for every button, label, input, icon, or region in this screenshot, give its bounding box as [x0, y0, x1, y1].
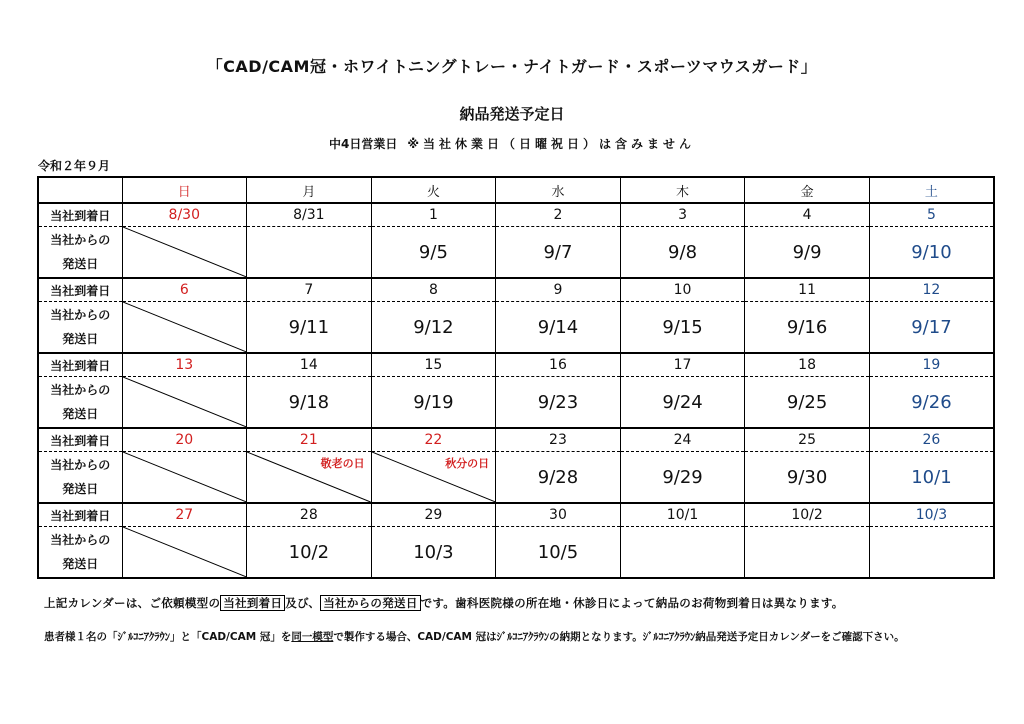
weekday-sun: 日: [122, 177, 247, 203]
no-shipment-slash: [123, 452, 247, 502]
arrival-date-wed: 23: [496, 428, 621, 452]
ship-label-line-2: 発送日: [62, 407, 99, 421]
ship-date-tue: [371, 527, 496, 579]
arrival-date-wed: 9: [496, 278, 621, 302]
arrival-date-sat: 5: [869, 203, 994, 227]
arrival-row-label: 当社到着日: [38, 353, 122, 377]
arrival-date-thu: 3: [620, 203, 745, 227]
no-shipment-slash: [123, 302, 247, 352]
weekday-thu: 木: [620, 177, 745, 203]
arrival-row-label: 当社到着日: [38, 203, 122, 227]
weekday-tue: 火: [371, 177, 496, 203]
calendar-body: [38, 203, 994, 578]
business-days-note: [0, 135, 1024, 152]
weekday-sat: 土: [869, 177, 994, 203]
arrival-date-mon: 14: [247, 353, 372, 377]
ship-date-value: 9/26: [911, 391, 952, 413]
corner-cell: [38, 177, 122, 203]
ship-row: [38, 227, 994, 279]
arrival-date-thu: 10/1: [620, 503, 745, 527]
footer-2-part-c: 、CAD/CAM 冠はｼﾞﾙｺﾆｱｸﾗｳﾝの納期となります。ｼﾞﾙｺﾆｱｸﾗｳﾝ納品発送予定日カレンダーをご確認下さい。: [406, 631, 905, 643]
footer-2-part-a: 患者様１名の「ｼﾞﾙｺﾆｱｸﾗｳﾝ」と「CAD/CAM 冠」を: [44, 631, 292, 643]
footer-1-part-a: 上記カレンダーは、ご依頼模型の: [44, 596, 221, 610]
ship-row-label: [38, 377, 122, 429]
arrival-date-wed: 2: [496, 203, 621, 227]
arrival-date-mon: 7: [247, 278, 372, 302]
ship-label-line-2: 発送日: [62, 482, 99, 496]
ship-date-value: 9/16: [786, 316, 828, 338]
ship-date-value: 9/30: [786, 466, 828, 488]
weekday-mon: 月: [247, 177, 372, 203]
ship-label-line-1: 当社からの: [50, 458, 111, 472]
ship-row-label: [38, 452, 122, 504]
arrival-date-mon: 21: [247, 428, 372, 452]
ship-date-thu: [620, 452, 745, 504]
footer-1-part-c: です。歯科医院様の所在地・休診日によって納品のお荷物到着日は異なります。: [420, 596, 844, 610]
ship-row: [38, 377, 994, 429]
ship-date-value: 9/7: [543, 241, 573, 263]
ship-date-tue: [371, 302, 496, 354]
arrival-date-thu: 17: [620, 353, 745, 377]
no-shipment-slash: [123, 377, 247, 427]
weekday-header-row: [38, 177, 994, 203]
ship-date-sun: [122, 527, 247, 579]
ship-date-fri: [745, 527, 870, 579]
ship-date-value: 9/17: [911, 316, 952, 338]
ship-date-value: 9/12: [413, 316, 454, 338]
arrival-row-label: 当社到着日: [38, 278, 122, 302]
ship-date-fri: [745, 302, 870, 354]
arrival-date-thu: 10: [620, 278, 745, 302]
arrival-date-tue: 22: [371, 428, 496, 452]
ship-date-mon: [247, 227, 372, 279]
arrival-date-fri: 18: [745, 353, 870, 377]
ship-date-value: 9/23: [537, 391, 579, 413]
ship-date-value: 10/5: [537, 541, 579, 563]
ship-date-value: 9/18: [288, 391, 330, 413]
ship-date-value: 9/19: [413, 391, 454, 413]
arrival-date-sat: 10/3: [869, 503, 994, 527]
ship-date-wed: [496, 377, 621, 429]
footer-1-box-ship: 当社からの発送日: [320, 595, 420, 611]
arrival-date-sun: 27: [122, 503, 247, 527]
ship-date-sun: [122, 452, 247, 504]
ship-date-value: 9/11: [288, 316, 330, 338]
arrival-date-fri: 25: [745, 428, 870, 452]
ship-date-sat: [869, 377, 994, 429]
ship-date-sat: [869, 227, 994, 279]
ship-date-thu: [620, 377, 745, 429]
arrival-date-mon: 28: [247, 503, 372, 527]
arrival-date-sun: 20: [122, 428, 247, 452]
arrival-row: [38, 278, 994, 302]
arrival-date-wed: 16: [496, 353, 621, 377]
ship-row: [38, 302, 994, 354]
ship-date-sat: [869, 452, 994, 504]
ship-label-line-1: 当社からの: [50, 233, 111, 247]
arrival-date-wed: 30: [496, 503, 621, 527]
ship-date-wed: [496, 452, 621, 504]
ship-label-line-2: 発送日: [62, 332, 99, 346]
document-subtitle: 納品発送予定日: [459, 105, 565, 123]
holiday-name: 秋分の日: [445, 457, 490, 470]
footer-2-part-b: で製作する場合: [333, 631, 407, 643]
ship-date-thu: [620, 227, 745, 279]
ship-date-wed: [496, 527, 621, 579]
ship-row: [38, 452, 994, 504]
ship-date-value: 9/24: [662, 391, 703, 413]
ship-date-fri: [745, 377, 870, 429]
arrival-date-mon: 8/31: [247, 203, 372, 227]
ship-label-line-2: 発送日: [62, 557, 99, 571]
arrival-date-sat: 19: [869, 353, 994, 377]
footer-note-2: [44, 629, 905, 644]
ship-date-value: 9/15: [662, 316, 703, 338]
arrival-row: [38, 203, 994, 227]
arrival-date-sun: 6: [122, 278, 247, 302]
ship-date-sun: [122, 377, 247, 429]
footer-1-part-b: 及び、: [285, 596, 321, 610]
ship-date-wed: [496, 227, 621, 279]
arrival-date-tue: 8: [371, 278, 496, 302]
ship-label-line-1: 当社からの: [50, 533, 111, 547]
footer-1-box-arrival: 当社到着日: [220, 595, 285, 611]
no-shipment-slash: [123, 227, 247, 277]
ship-date-thu: [620, 527, 745, 579]
holiday-name: 敬老の日: [320, 457, 365, 470]
shipping-calendar: [37, 176, 995, 579]
ship-date-mon: [247, 377, 372, 429]
ship-date-value: 10/2: [288, 541, 330, 563]
ship-row-label: [38, 227, 122, 279]
ship-date-thu: [620, 302, 745, 354]
ship-date-tue: [371, 227, 496, 279]
ship-date-sat: [869, 302, 994, 354]
ship-date-fri: [745, 452, 870, 504]
weekday-wed: 水: [496, 177, 621, 203]
arrival-date-sat: 26: [869, 428, 994, 452]
ship-date-value: 9/28: [537, 466, 579, 488]
ship-date-fri: [745, 227, 870, 279]
arrival-date-fri: 4: [745, 203, 870, 227]
no-shipment-slash: [123, 527, 247, 577]
ship-label-line-2: 発送日: [62, 257, 99, 271]
ship-date-sun: [122, 302, 247, 354]
arrival-date-fri: 10/2: [745, 503, 870, 527]
footer-note-1: [44, 595, 844, 611]
ship-date-value: 9/29: [662, 466, 703, 488]
arrival-row: [38, 503, 994, 527]
ship-date-value: 10/3: [413, 541, 454, 563]
arrival-date-sun: 8/30: [122, 203, 247, 227]
arrival-date-thu: 24: [620, 428, 745, 452]
arrival-date-fri: 11: [745, 278, 870, 302]
arrival-date-tue: 15: [371, 353, 496, 377]
ship-row-label: [38, 302, 122, 354]
ship-row-label: [38, 527, 122, 579]
arrival-date-sun: 13: [122, 353, 247, 377]
footer-2-underlined-same-model: 同一模型: [291, 631, 334, 643]
ship-date-value: 9/25: [786, 391, 828, 413]
ship-date-value: 9/10: [911, 241, 952, 263]
arrival-date-tue: 1: [371, 203, 496, 227]
arrival-row: [38, 353, 994, 377]
ship-date-tue: [371, 452, 496, 504]
arrival-row: [38, 428, 994, 452]
ship-date-value: 9/14: [537, 316, 579, 338]
arrival-row-label: 当社到着日: [38, 503, 122, 527]
ship-date-value: 9/9: [792, 241, 822, 263]
ship-label-line-1: 当社からの: [50, 383, 111, 397]
arrival-date-sat: 12: [869, 278, 994, 302]
ship-date-tue: [371, 377, 496, 429]
business-days-note-rest: ※当社休業日（日曜祝日）は含みません: [407, 137, 696, 151]
ship-label-line-1: 当社からの: [50, 308, 111, 322]
weekday-fri: 金: [745, 177, 870, 203]
ship-date-value: 10/1: [911, 466, 952, 488]
ship-date-mon: [247, 302, 372, 354]
ship-date-mon: [247, 527, 372, 579]
month-label: 令和２年９月: [38, 159, 111, 173]
business-days-note-bold: 中4日営業日: [328, 137, 398, 151]
arrival-date-tue: 29: [371, 503, 496, 527]
ship-date-mon: [247, 452, 372, 504]
ship-date-value: 9/8: [668, 241, 698, 263]
ship-row: [38, 527, 994, 579]
ship-date-sun: [122, 227, 247, 279]
document-title: 「CAD/CAM冠・ホワイトニングトレー・ナイトガード・スポーツマウスガード」: [206, 57, 818, 76]
ship-date-value: 9/5: [418, 241, 448, 263]
arrival-row-label: 当社到着日: [38, 428, 122, 452]
ship-date-wed: [496, 302, 621, 354]
ship-date-sat: [869, 527, 994, 579]
